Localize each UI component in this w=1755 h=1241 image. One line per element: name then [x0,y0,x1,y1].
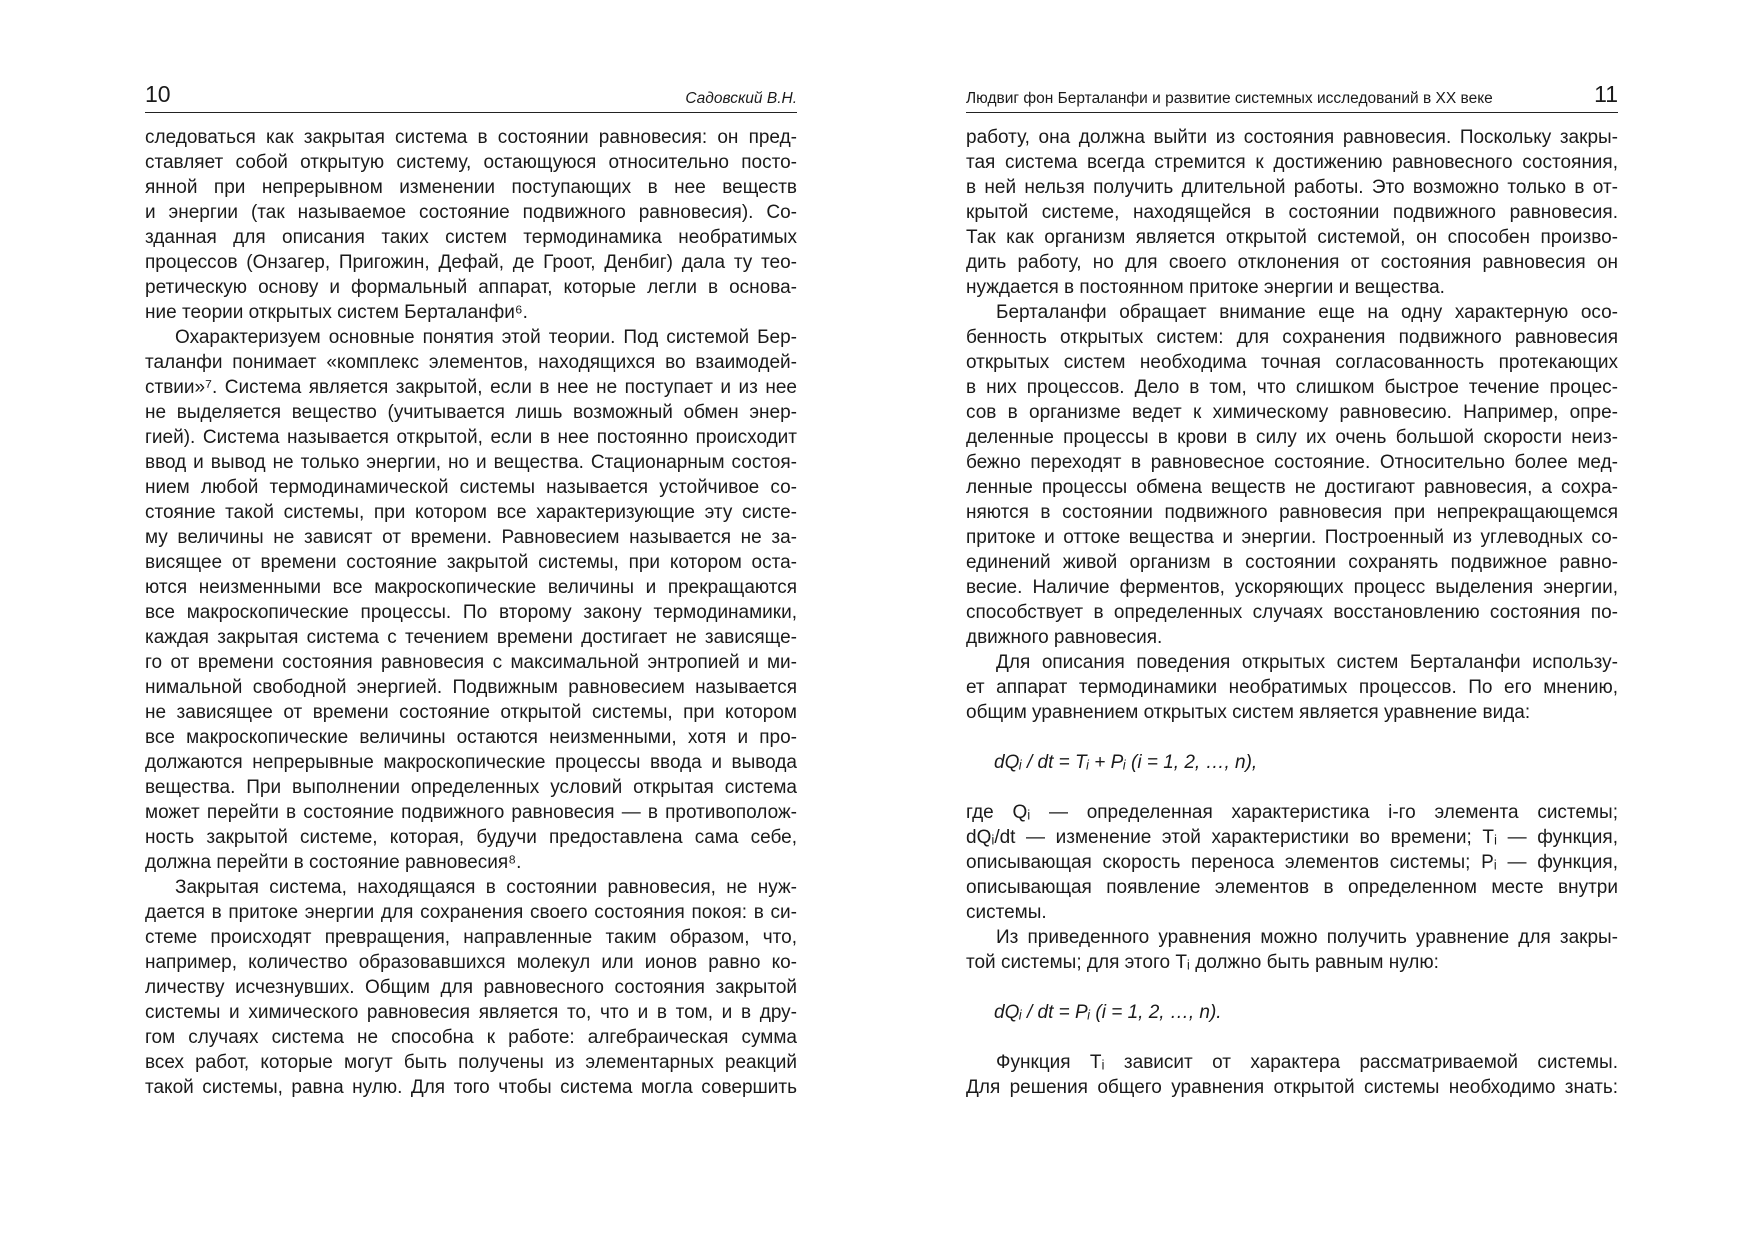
text-line: и энергии (так называемое состояние подвижного равновесия). Со- [145,202,797,223]
text-line: системы. [966,902,1047,923]
running-head-title: Людвиг фон Берталанфи и развитие системных исследований в XX веке [966,90,1493,107]
text-line: нимальной свободной энергией. Подвижным равновесием называется [145,677,797,698]
page-number: 11 [1594,81,1618,107]
spacer [966,975,1618,1000]
text-line: гом случаях система не способна к работе: алгебраическая сумма [145,1027,797,1048]
text-line: стеме происходят превращения, направленные таким образом, что, [145,927,797,948]
left-page-body [145,125,797,1100]
text-line: Из приведенного уравнения можно получить уравнение для закры- [996,927,1618,948]
text-line: где Qᵢ — определенная характеристика i-го элемента системы; [966,802,1618,823]
text-line: все макроскопические процессы. По второму закону термодинамики, [145,602,797,623]
text-line: ность закрытой системе, которая, будучи предоставлена сама себе, [145,827,797,848]
text-line: dQᵢ/dt — изменение этой характеристики во времени; Tᵢ — функция, [966,827,1618,848]
text-line: таланфи понимает «комплекс элементов, находящихся во взаимодей- [145,352,797,373]
text-line: всех работ, которые могут быть получены из элементарных реакций [145,1052,797,1073]
text-line: ввод и вывод не только энергии, но и вещества. Стационарным состоя- [145,452,797,473]
text-line: стояние такой системы, при котором все характеризующие эту систе- [145,502,797,523]
text-line: способствует в определенных случаях восстановлению состояния по- [966,602,1618,623]
text-line: ются неизменными все макроскопические величины и прекращаются [145,577,797,598]
spacer [966,1025,1618,1050]
text-line: той системы; для этого Tᵢ должно быть равным нулю: [966,952,1439,973]
text-line: го от времени состояния равновесия с максимальной энтропией и ми- [145,652,797,673]
text-line: описывающая появление элементов в определенном месте внутри [966,877,1618,898]
text-line: не зависящее от времени состояние открытой системы, при котором [145,702,797,723]
text-line: работу, она должна выйти из состояния равновесия. Поскольку закры- [966,127,1618,148]
text-line: крытой системе, находящейся в состоянии подвижного равновесия. [966,202,1618,223]
text-line: личеству исчезнувших. Общим для равновесного состояния закрытой [145,977,797,998]
text-line: притоке и оттоке вещества и энергии. Построенный из углеводных со- [966,527,1618,548]
text-line: описывающая скорость переноса элементов системы; Pᵢ — функция, [966,852,1618,873]
text-line: няются в состоянии подвижного равновесия при непрекращающемся [966,502,1618,523]
text-line: нием любой термодинамической системы называется устойчивое со- [145,477,797,498]
text-line: ставляет собой открытую систему, остающуюся относительно посто- [145,152,797,173]
text-line: в ней нельзя получить длительной работы. Это возможно только в от- [966,177,1618,198]
text-line: сов в организме ведет к химическому равновесию. Например, опре- [966,402,1618,423]
text-line: Для описания поведения открытых систем Берталанфи использу- [996,652,1618,673]
text-line: все макроскопические величины остаются неизменными, хотя и про- [145,727,797,748]
text-line: Функция Tᵢ зависит от характера рассматриваемой системы. [996,1052,1618,1073]
left-page-header [145,82,797,113]
right-page [966,0,1618,1241]
text-line: вещества. При выполнении определенных условий открытая система [145,777,797,798]
text-line: тая система всегда стремится к достижению равновесного состояния, [966,152,1618,173]
text-line: общим уравнением открытых систем является уравнение вида: [966,702,1531,723]
text-line: процессов (Онзагер, Пригожин, Дефай, де Гроот, Денбиг) дала ту тео- [145,252,797,273]
text-line: му величины не зависят от времени. Равновесием называется не за- [145,527,797,548]
text-line: ствии»⁷. Система является закрытой, если в нее не поступает и из нее [145,377,797,398]
text-line: дается в притоке энергии для сохранения своего состояния покоя: в си- [145,902,797,923]
text-line: каждая закрытая система с течением времени достигает не зависяще- [145,627,797,648]
spacer [966,725,1618,750]
text-line: гией). Система называется открытой, если в нее постоянно происходит [145,427,797,448]
text-line: в них процессов. Дело в том, что слишком быстрое течение процес- [966,377,1618,398]
left-page [145,0,797,1241]
text-line: Берталанфи обращает внимание еще на одну характерную осо- [996,302,1618,323]
text-line: например, количество образовавшихся молекул или ионов равно ко- [145,952,797,973]
text-line: дить работу, но для своего отклонения от состояния равновесия он [966,252,1618,273]
text-line: бежно переходят в равновесное состояние. Относительно более мед- [966,452,1618,473]
spacer [966,775,1618,800]
text-line: не выделяется вещество (учитывается лишь возможный обмен энер- [145,402,797,423]
text-line: может перейти в состояние подвижного равновесия — в противополож- [145,802,797,823]
text-line: следоваться как закрытая система в состоянии равновесия: он пред- [145,127,797,148]
text-line: деленные процессы в крови в силу их очень большой скорости неиз- [966,427,1618,448]
text-line: ленные процессы обмена веществ не достигают равновесия, а сохра- [966,477,1618,498]
text-line: ние теории открытых систем Берталанфи⁶. [145,302,528,323]
text-line: нуждается в постоянном притоке энергии и вещества. [966,277,1445,298]
text-line: ет аппарат термодинамики необратимых процессов. По его мнению, [966,677,1618,698]
text-line: единений живой организм в состоянии сохранять подвижное равно- [966,552,1618,573]
equation-closed-system: dQᵢ / dt = Pᵢ (i = 1, 2, …, n). [994,1002,1222,1023]
text-line: янной при непрерывном изменении поступающих в нее веществ [145,177,797,198]
page-number: 10 [145,81,171,107]
text-line: висящее от времени состояние закрытой системы, при котором оста- [145,552,797,573]
text-line: такой системы, равна нулю. Для того чтобы система могла совершить [145,1077,797,1098]
equation-open-system: dQᵢ / dt = Tᵢ + Pᵢ (i = 1, 2, …, n), [994,752,1258,773]
text-line: зданная для описания таких систем термодинамика необратимых [145,227,797,248]
text-line: бенность открытых систем: для сохранения подвижного равновесия [966,327,1618,348]
text-line: системы и химического равновесия является то, что и в том, и в дру- [145,1002,797,1023]
text-line: открытых систем необходима точная согласованность протекающих [966,352,1618,373]
text-line: движного равновесия. [966,627,1163,648]
text-line: должна перейти в состояние равновесия⁸. [145,852,522,873]
right-page-body [966,125,1618,1100]
text-line: Так как организм является открытой системой, он способен произво- [966,227,1618,248]
text-line: ретическую основу и формальный аппарат, которые легли в основа- [145,277,797,298]
running-head-author: Садовский В.Н. [685,90,797,107]
text-line: Охарактеризуем основные понятия этой теории. Под системой Бер- [175,327,797,348]
text-line: весие. Наличие ферментов, ускоряющих процесс выделения энергии, [966,577,1618,598]
text-line: Закрытая система, находящаяся в состоянии равновесия, не нуж- [175,877,797,898]
text-line: должаются непрерывные макроскопические процессы ввода и вывода [145,752,797,773]
right-page-header [966,82,1618,113]
text-line: Для решения общего уравнения открытой системы необходимо знать: [966,1077,1618,1098]
